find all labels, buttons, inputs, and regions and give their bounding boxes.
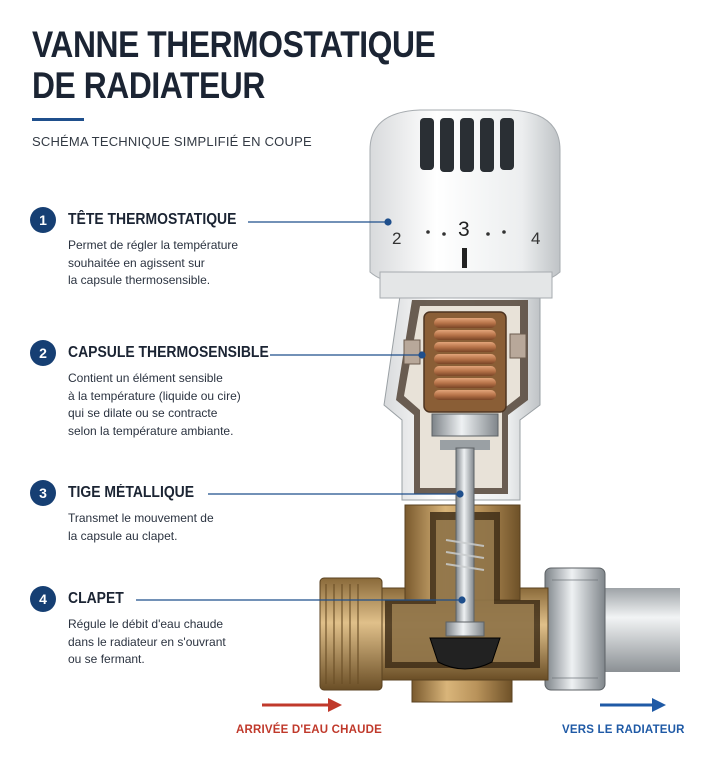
callout-number-1: 1 xyxy=(30,207,56,233)
outlet-flow-arrow xyxy=(600,698,666,712)
title-line-2: DE RADIATEUR xyxy=(32,65,265,106)
outlet-pipe xyxy=(596,588,680,672)
inlet-flow-arrow xyxy=(262,698,342,712)
callout-title-1: TÊTE THERMOSTATIQUE xyxy=(68,211,237,228)
stem-guide xyxy=(432,414,498,436)
callout-title-3: TIGE MÉTALLIQUE xyxy=(68,484,195,501)
callout-number-4: 4 xyxy=(30,586,56,612)
dial-mark-4: 4 xyxy=(531,229,541,248)
dial-mark-3: 3 xyxy=(458,218,470,241)
thermo-capsule-bellows xyxy=(434,318,496,400)
callout-description-3: Transmet le mouvement de la capsule au clapet. xyxy=(68,511,214,543)
callout-description-1: Permet de régler la température souhaitée en agissent sur la capsule thermosensible. xyxy=(68,238,239,287)
callout-number-3: 3 xyxy=(30,480,56,506)
inlet-label: ARRIVÉE D'EAU CHAUDE xyxy=(236,724,383,736)
outlet-label: VERS LE RADIATEUR xyxy=(562,724,685,736)
dial-mark-2: 2 xyxy=(392,229,402,248)
callout-description-4: Régule le débit d'eau chaude dans le radiateur en s'ouvrant ou se fermant. xyxy=(68,617,226,666)
callout-title-2: CAPSULE THERMOSENSIBLE xyxy=(68,344,269,361)
union-nut xyxy=(545,568,605,690)
subtitle: SCHÉMA TECHNIQUE SIMPLIFIÉ EN COUPE xyxy=(32,134,312,149)
callout-description-2: Contient un élément sensible à la température (liquide ou cire) qui se dilate ou se contracte selon la température ambiante. xyxy=(68,371,241,438)
thermostatic-head xyxy=(370,110,560,298)
callout-title-4: CLAPET xyxy=(68,590,124,607)
title-line-1: VANNE THERMOSTATIQUE xyxy=(32,24,436,65)
callout-number-2: 2 xyxy=(30,340,56,366)
